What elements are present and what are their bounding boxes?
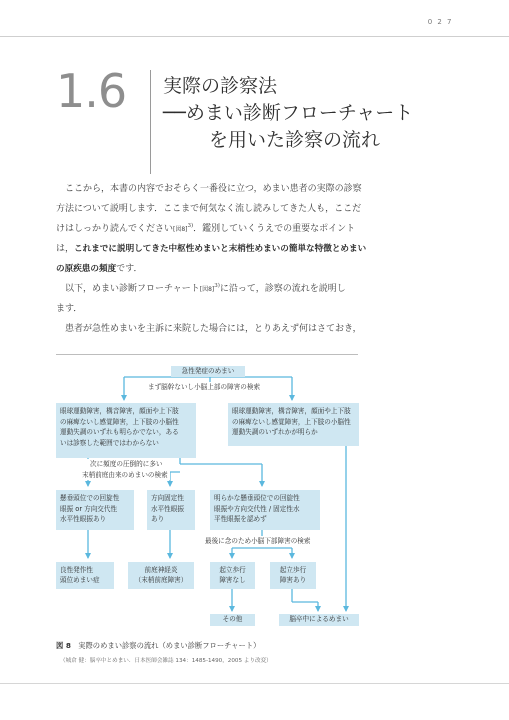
flow-box-brainstem-signs: 眼球運動障害，構音障害，顔面や上下肢 の麻痺ないし感覚障害，上下肢の小脳性 運動失調のいずれかが明らか <box>228 403 359 446</box>
flow-result-gait-impaired: 起立歩行 障害あり <box>270 562 316 589</box>
section-title-line1: 実際の診察法 <box>163 75 278 97</box>
flow-result-bppv: 良性発作性 頭位めまい症 <box>56 562 114 589</box>
flow-end-stroke: 脳卒中によるめまい <box>279 614 359 626</box>
flow-box-no-nystagmus: 明らかな懸垂頭位での回旋性 眼振や方向交代性 / 固定性水 平性眼振を認めず <box>210 490 320 530</box>
flow-end-other: その他 <box>210 614 255 626</box>
flow-step2-label: 次に頻度の圧倒的に多い 末梢前庭由来のめまいの検索 <box>82 460 168 479</box>
figure-ref[interactable]: [図8] <box>173 226 188 233</box>
flow-box-rotatory-nystagmus: 懸垂頭位での回旋性 眼振 or 方向交代性 水平性眼振あり <box>56 490 134 530</box>
body-line: 患者が急性めまいを主訴に来院した場合には，とりあえず何はさておき， <box>65 324 362 334</box>
body-line: けはしっかり読んでください[図8]$^{3)}$．鑑別していくうえでの重要なポイント <box>56 223 356 234</box>
section-title-line2: ──めまい診断フローチャート <box>163 102 414 124</box>
body-line: 方法について説明します．ここまで何気なく流し読みしてきた人も，ここだ <box>56 204 362 214</box>
figure-ref[interactable]: [図8] <box>199 286 215 293</box>
section-number: 1.6 <box>56 64 127 118</box>
body-line: ます． <box>56 304 83 314</box>
bottom-rule <box>0 683 509 684</box>
figure-source: （城倉 健：脳卒中とめまい．日本医師会雑誌 134：1485-1490，2005 より改変） <box>60 658 272 664</box>
body-line: の原疾患の頻度です． <box>56 264 143 274</box>
flow-step1-label: まず脳幹ないし小脳上部の障害の検索 <box>148 383 261 391</box>
body-line: ここから，本書の内容でおそらく一番役に立つ，めまい患者の実際の診察 <box>65 184 362 194</box>
flow-start: 急性発症のめまい <box>171 366 245 377</box>
flow-box-no-brainstem-signs: 眼球運動障害，構音障害，顔面や上下肢 の麻痺ないし感覚障害，上下肢の小脳性 運動失調のいずれも明らかでない，ある いは診察した範囲ではわからない <box>56 403 196 458</box>
body-line: は，これまでに説明してきた中枢性めまいと末梢性めまいの簡単な特徴とめまい <box>56 244 367 254</box>
section-title-line3: を用いた診察の流れ <box>209 129 381 151</box>
body-line: 以下，めまい診断フローチャート[図8]$^{3)}$に沿って，診察の流れを説明し <box>65 283 346 294</box>
flow-box-fixed-nystagmus: 方向固定性 水平性眼振 あり <box>147 490 195 530</box>
flow-step3-label: 最後に念のため小脳下部障害の検索 <box>205 537 311 545</box>
flow-result-gait-normal: 起立歩行 障害なし <box>210 562 255 589</box>
figure-caption: 図 8 実際のめまい診察の流れ（めまい診断フローチャート） <box>56 641 261 650</box>
page-number: 0 2 7 <box>427 18 453 26</box>
flow-result-vestibular-neuritis: 前庭神経炎 （末梢前庭障害） <box>128 562 194 589</box>
